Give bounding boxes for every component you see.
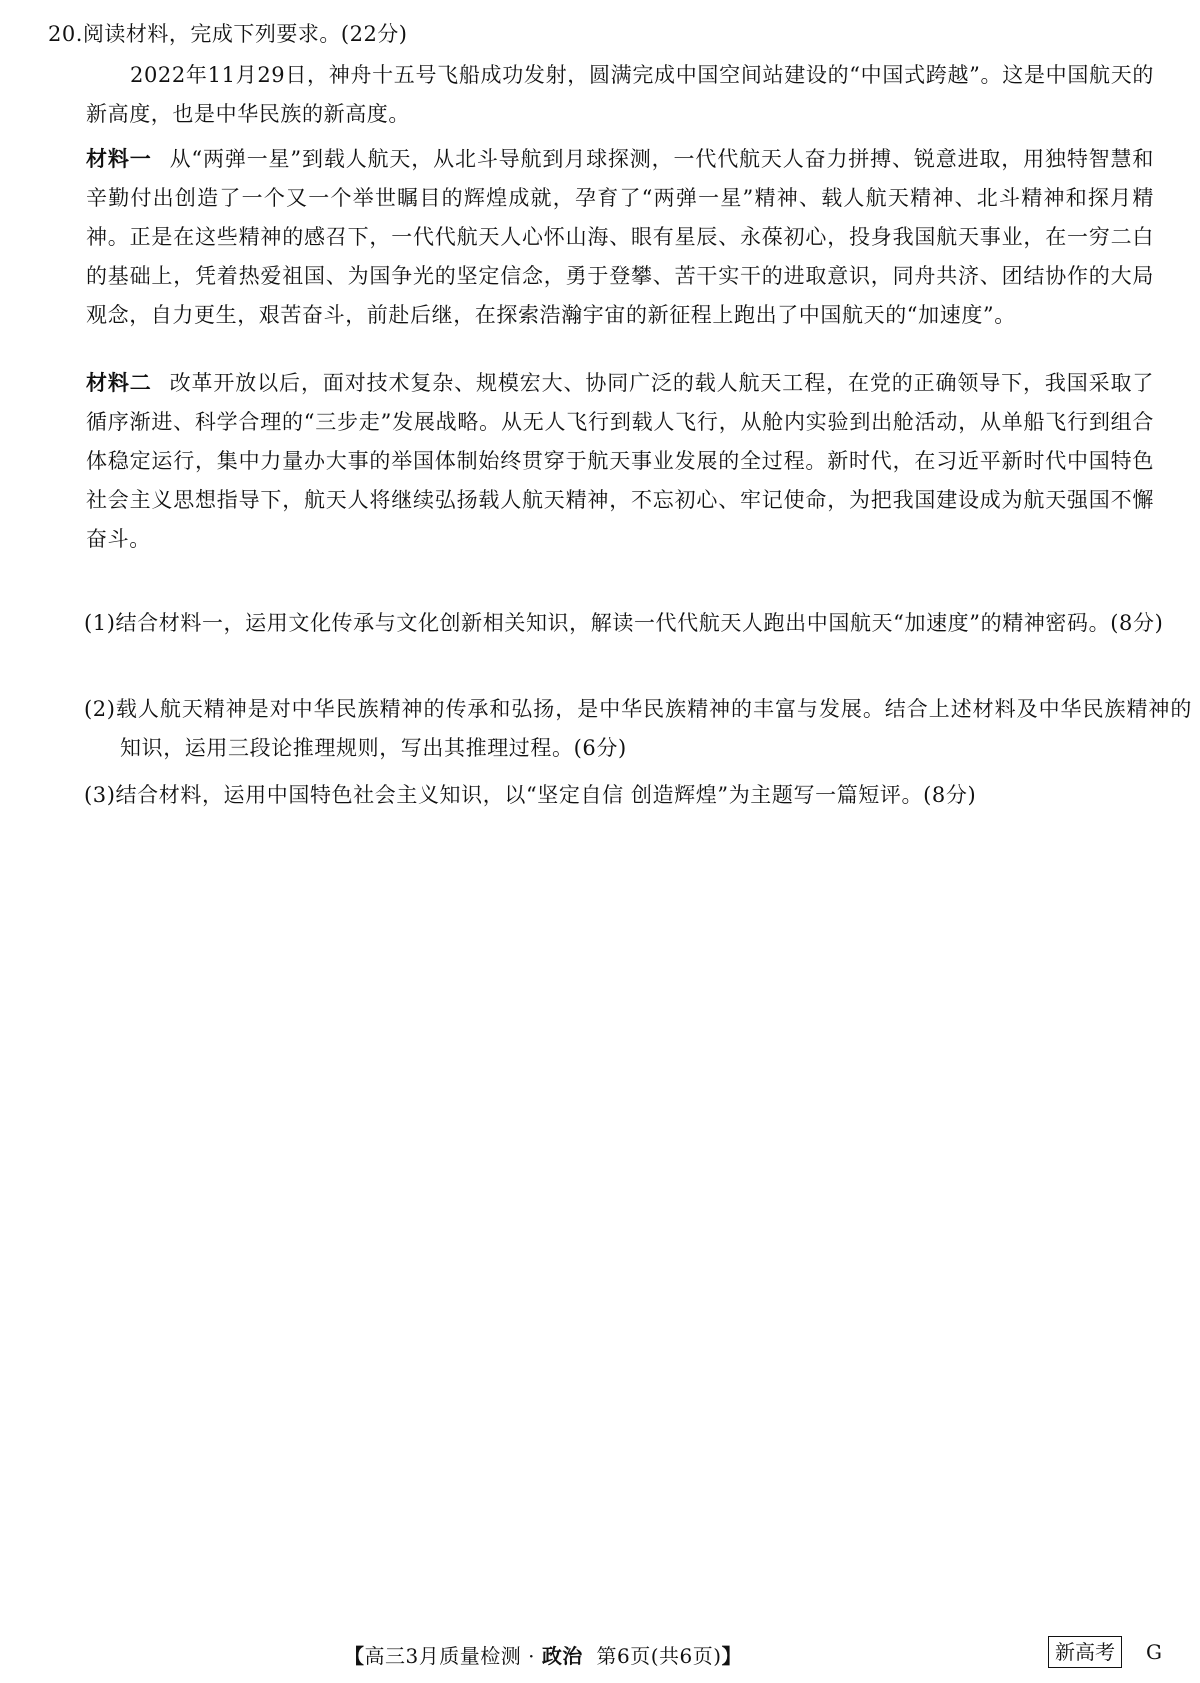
question-header: 20.阅读材料，完成下列要求。(22分) (48, 22, 408, 46)
footer-exam-info (344, 1640, 742, 1669)
material-one (86, 140, 1154, 335)
material-two (86, 364, 1154, 559)
footer-separator: · (521, 1644, 542, 1668)
footer-subject: 政治 (541, 1644, 583, 1668)
material-two-text: 改革开放以后，面对技术复杂、规模宏大、协同广泛的载人航天工程，在党的正确领导下，我国采取了循序渐进、科学合理的“三步走”发展战略。从无人飞行到载人飞行，从舱内实验到出舱活动，从单船飞行到组合体稳定运行，集中力量办大事的举国体制始终贯穿于航天事业发展的全过程。新时代，在习近平新时代中国特色社会主义思想指导下，航天人将继续弘扬载人航天精神，不忘初心、牢记使命，为把我国建设成为航天强国不懈奋斗。 (86, 371, 1154, 551)
material-one-text: 从“两弹一星”到载人航天，从北斗导航到月球探测，一代代航天人奋力拼搏、锐意进取，用独特智慧和辛勤付出创造了一个又一个举世瞩目的辉煌成就，孕育了“两弹一星”精神、载人航天精神、北斗精神和探月精神。正是在这些精神的感召下，一代代航天人心怀山海、眼有星辰、永葆初心，投身我国航天事业，在一穷二白的基础上，凭着热爱祖国、为国争光的坚定信念，勇于登攀、苦干实干的进取意识，同舟共济、团结协作的大局观念，自力更生，艰苦奋斗，前赴后继，在探索浩瀚宇宙的新征程上跑出了中国航天的“加速度”。 (86, 147, 1154, 327)
footer-exam-title: 高三3月质量检测 (364, 1644, 522, 1668)
page-footer (0, 1634, 1200, 1674)
footer-open-bracket: 【 (344, 1644, 365, 1668)
material-one-label: 材料一 (86, 147, 152, 171)
footer-badge: 新高考 (1048, 1636, 1122, 1668)
footer-version: G (1146, 1640, 1162, 1664)
sub-question-1: (1)结合材料一，运用文化传承与文化创新相关知识，解读一代代航天人跑出中国航天“加速度”的精神密码。(8分) (84, 611, 1164, 635)
footer-close-bracket: 】 (721, 1644, 743, 1668)
material-two-label: 材料二 (86, 371, 152, 395)
intro-paragraph: 2022年11月29日，神舟十五号飞船成功发射，圆满完成中国空间站建设的“中国式跨越”。这是中国航天的新高度，也是中华民族的新高度。 (86, 63, 1154, 126)
footer-page-info: 第6页(共6页) (596, 1644, 722, 1668)
sub-question-2: (2)载人航天精神是对中华民族精神的传承和弘扬，是中华民族精神的丰富与发展。结合上述材料及中华民族精神的知识，运用三段论推理规则，写出其推理过程。(6分) (84, 697, 1192, 760)
sub-question-3: (3)结合材料，运用中国特色社会主义知识，以“坚定自信 创造辉煌”为主题写一篇短评。(8分) (84, 783, 977, 807)
